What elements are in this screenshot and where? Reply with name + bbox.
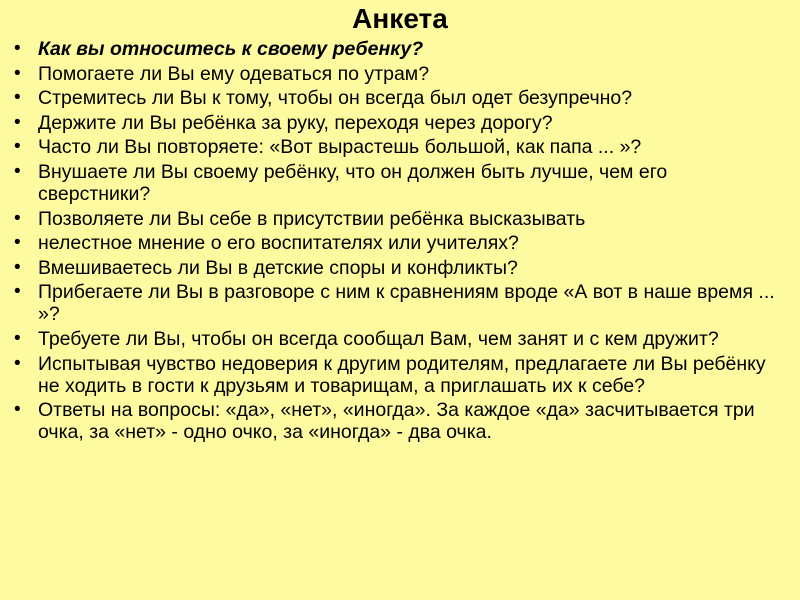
list-item — [12, 353, 782, 397]
list-item-text: Вмешиваетесь ли Вы в детские споры и конфликты? — [38, 256, 518, 279]
bullet-icon: • — [14, 281, 21, 303]
list-item-text: Позволяете ли Вы себе в присутствии ребёнка высказывать — [38, 207, 586, 230]
list-item-text: Внушаете ли Вы своему ребёнку, что он должен быть лучше, чем его сверстники? — [38, 160, 668, 205]
list-item — [12, 208, 782, 230]
list-item — [12, 112, 782, 134]
list-item-text: Как вы относитесь к своему ребенку? — [38, 38, 424, 60]
list-item — [12, 38, 782, 60]
list-item-text: Стремитесь ли Вы к тому, чтобы он всегда был одет безупречно? — [38, 87, 633, 110]
slide-title: Анкета — [352, 3, 448, 34]
list-item — [12, 232, 782, 254]
bullet-icon: • — [14, 62, 21, 84]
bullet-icon: • — [14, 111, 21, 133]
list-item-text: Часто ли Вы повторяете: «Вот вырастешь большой, как папа ... »? — [38, 136, 642, 159]
bullet-icon: • — [14, 327, 21, 349]
list-item — [12, 63, 782, 85]
list-item — [12, 399, 782, 443]
list-item — [12, 136, 782, 158]
questionnaire-list — [12, 38, 782, 446]
bullet-icon: • — [14, 352, 21, 374]
bullet-icon: • — [14, 160, 21, 182]
list-item — [12, 161, 782, 205]
list-item-text: Ответы на вопросы: «да», «нет», «иногда». За каждое «да» засчитывается три очка, за «нет» - одно очко, за «иногда» - два очка. — [38, 399, 755, 444]
list-item-text: Требуете ли Вы, чтобы он всегда сообщал Вам, чем занят и с кем дружит? — [38, 327, 719, 350]
list-item — [12, 281, 782, 325]
bullet-icon: • — [14, 399, 21, 421]
bullet-icon: • — [14, 136, 21, 158]
bullet-icon: • — [14, 207, 21, 229]
list-item-text: Прибегаете ли Вы в разговоре с ним к сравнениям вроде «А вот в наше время ... »? — [38, 281, 775, 326]
bullet-icon: • — [14, 87, 21, 109]
list-item-text: Испытывая чувство недоверия к другим родителям, предлагаете ли Вы ребёнку не ходить в гости к друзьям и товарищам, а приглашать их к себе? — [38, 352, 766, 397]
list-item-text: Держите ли Вы ребёнка за руку, переходя через дорогу? — [38, 111, 553, 134]
bullet-icon: • — [14, 232, 21, 254]
list-item — [12, 257, 782, 279]
list-item — [12, 87, 782, 109]
list-item-text: нелестное мнение о его воспитателях или учителях? — [38, 232, 519, 255]
bullet-icon: • — [14, 38, 21, 59]
list-item — [12, 328, 782, 350]
list-item-text: Помогаете ли Вы ему одеваться по утрам? — [38, 62, 430, 85]
bullet-icon: • — [14, 256, 21, 278]
